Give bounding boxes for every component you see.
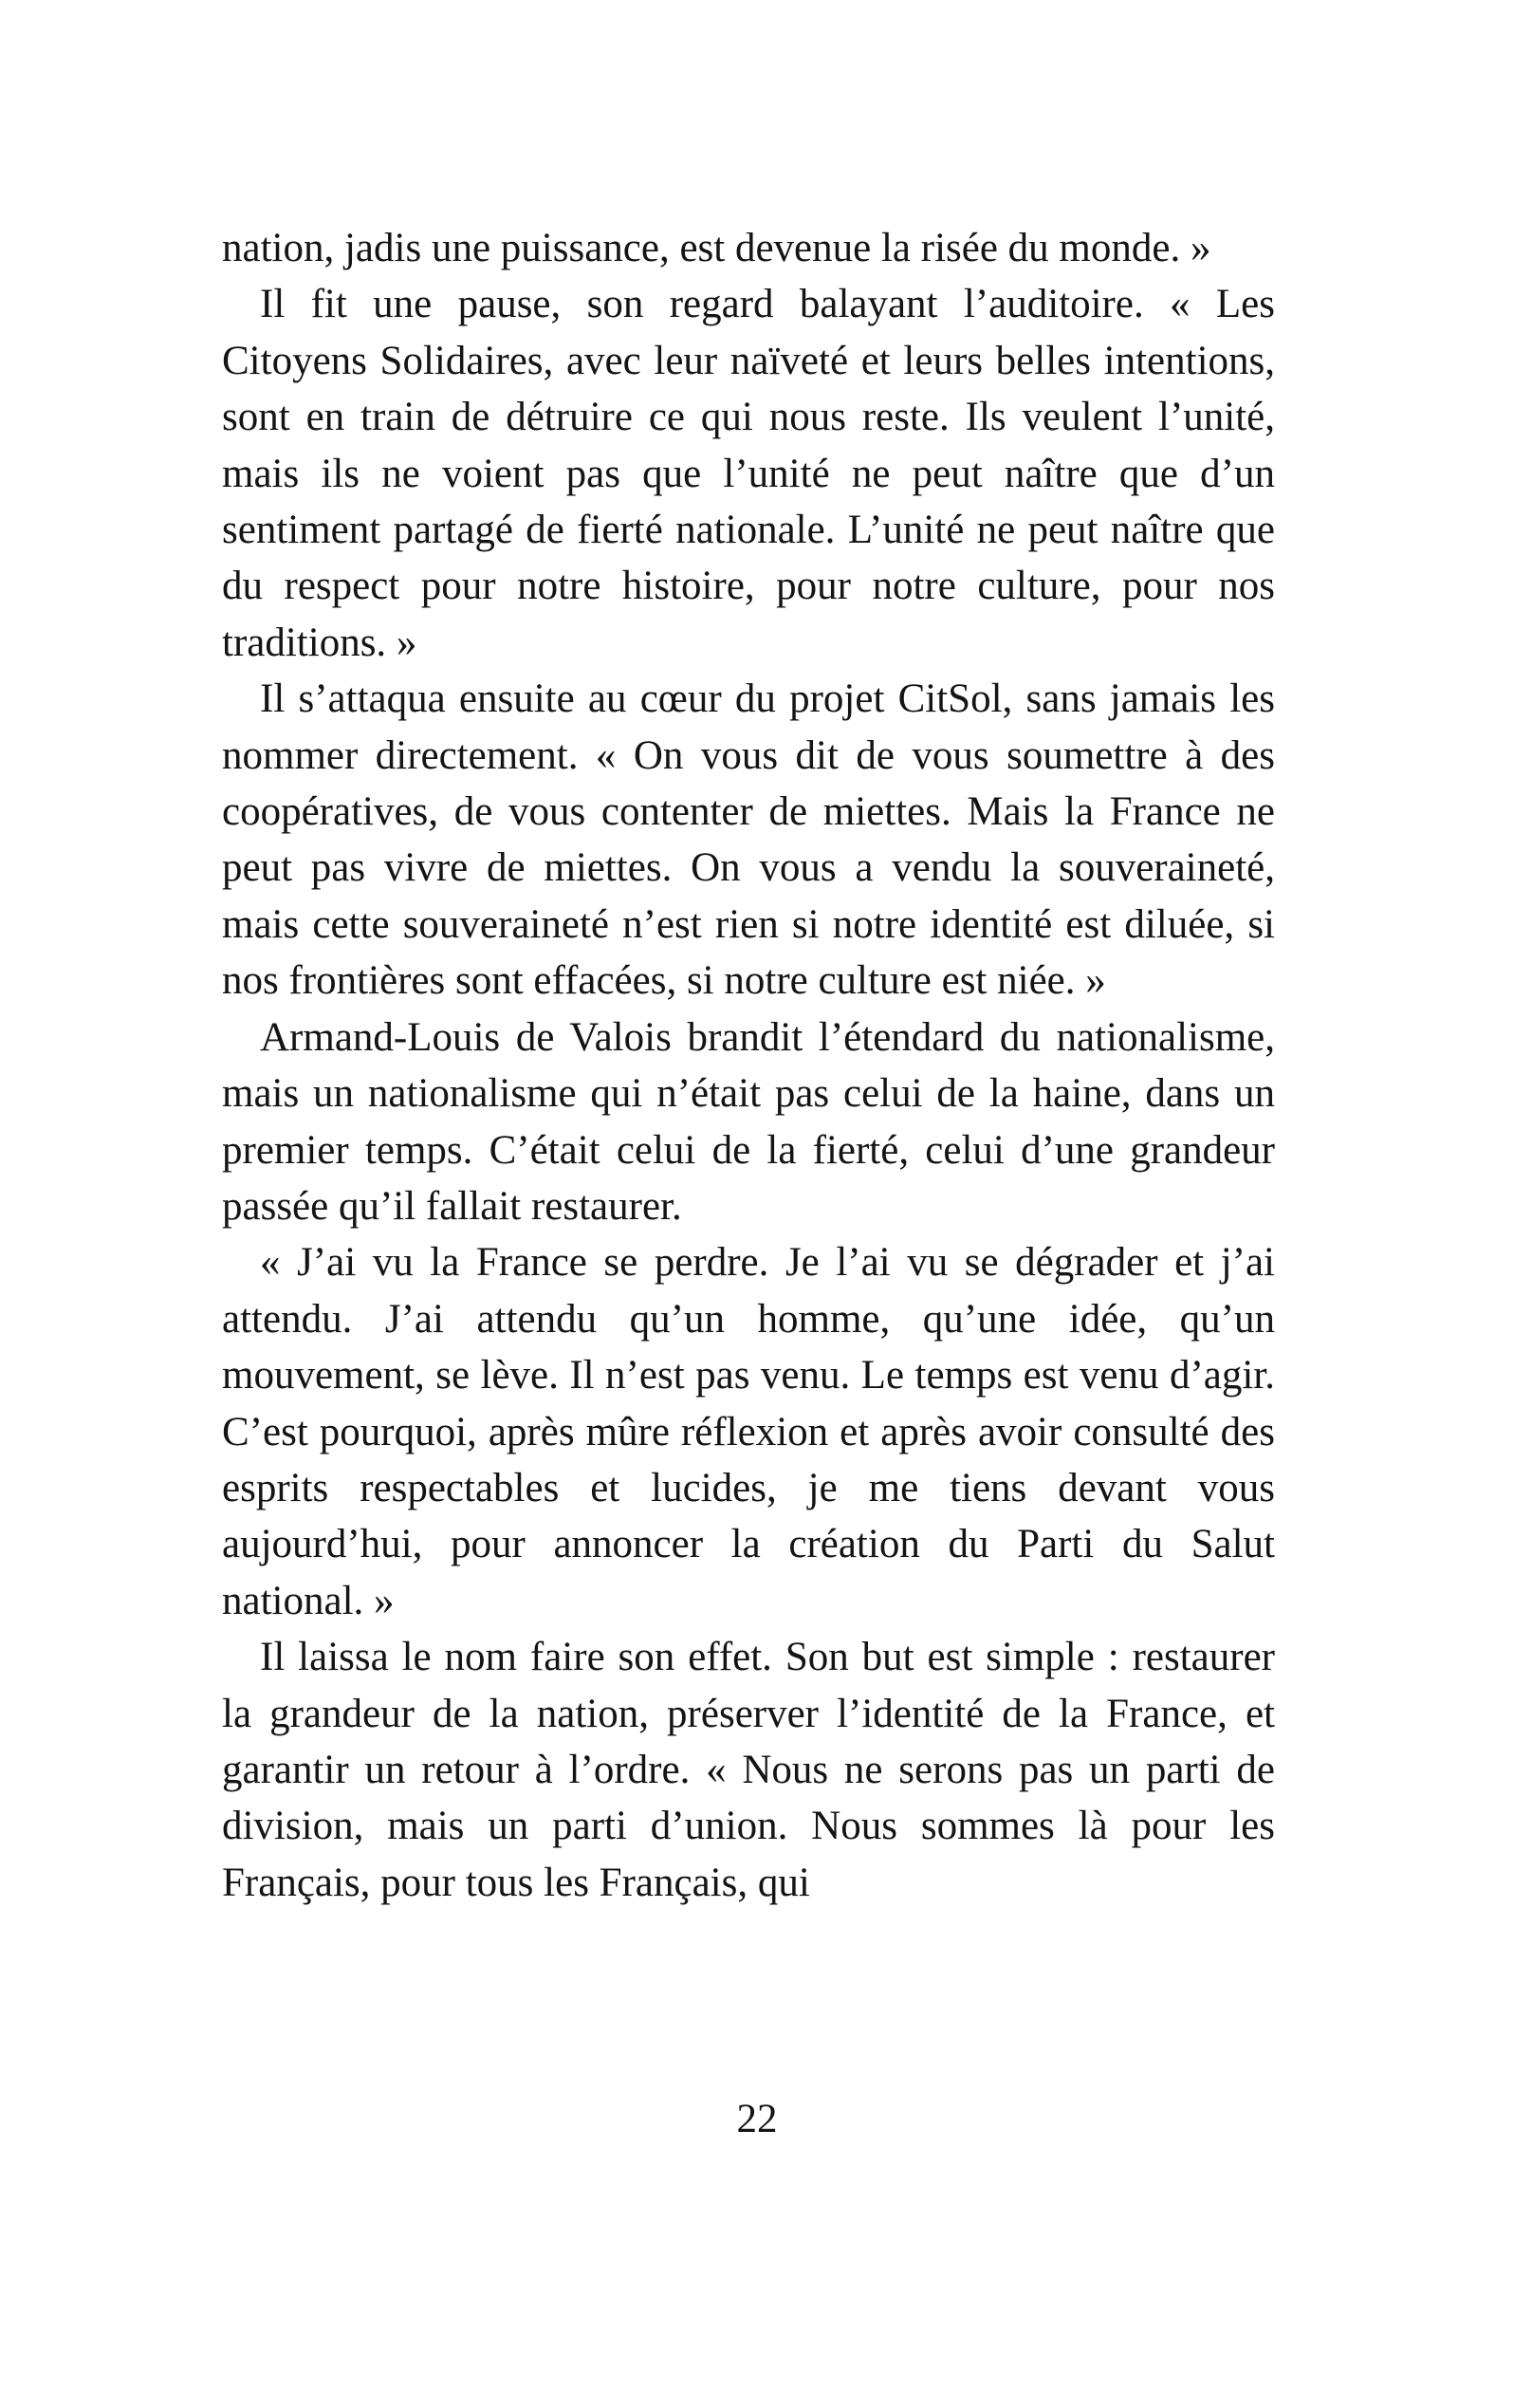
paragraph-4: Armand-Louis de Valois brandit l’étendard du nationalisme, mais un nationalisme qui n’était pas celui de la haine, dans un premier temps. C’était celui de la fierté, celui d’une grandeur passée qu’il fallait restaurer. bbox=[222, 1014, 1275, 1229]
paragraph-1: nation, jadis une puissance, est devenue la risée du monde. » bbox=[222, 226, 1211, 270]
paragraph-3: Il s’attaqua ensuite au cœur du projet CitSol, sans jamais les nommer directement. « On vous dit de vous soumettre à des coopératives, de vous contenter de miettes. Mais la France ne peut pas vivre de miettes. On vous a vendu la souveraineté, mais cette souveraineté n’est rien si notre identité est diluée, si nos frontières sont effacées, si notre culture est niée. » bbox=[222, 676, 1275, 1004]
paragraph-2: Il fit une pause, son regard balayant l’auditoire. « Les Citoyens Solidaires, avec leur naïveté et leurs belles intentions, sont en train de détruire ce qui nous reste. Ils veulent l’unité, mais ils ne voient pas que l’unité ne peut naître que d’un sentiment partagé de fierté nationale. L’unité ne peut naître que du respect pour notre histoire, pour notre culture, pour nos traditions. » bbox=[222, 282, 1275, 665]
body-text bbox=[222, 220, 1275, 1911]
page-number: 22 bbox=[736, 2097, 778, 2141]
paragraph-5: « J’ai vu la France se perdre. Je l’ai vu se dégrader et j’ai attendu. J’ai attendu qu’un homme, qu’une idée, qu’un mouvement, se lève. Il n’est pas venu. Le temps est venu d’agir. C’est pourquoi, après mûre réflexion et après avoir consulté des esprits respectables et lucides, je me tiens devant vous aujourd’hui, pour annoncer la création du Parti du Salut national. » bbox=[222, 1240, 1275, 1623]
paragraph-6: Il laissa le nom faire son effet. Son but est simple : restaurer la grandeur de la nation, préserver l’identité de la France, et garantir un retour à l’ordre. « Nous ne serons pas un parti de division, mais un parti d’union. Nous sommes là pour les Français, pour tous les Français, qui bbox=[222, 1635, 1275, 1905]
